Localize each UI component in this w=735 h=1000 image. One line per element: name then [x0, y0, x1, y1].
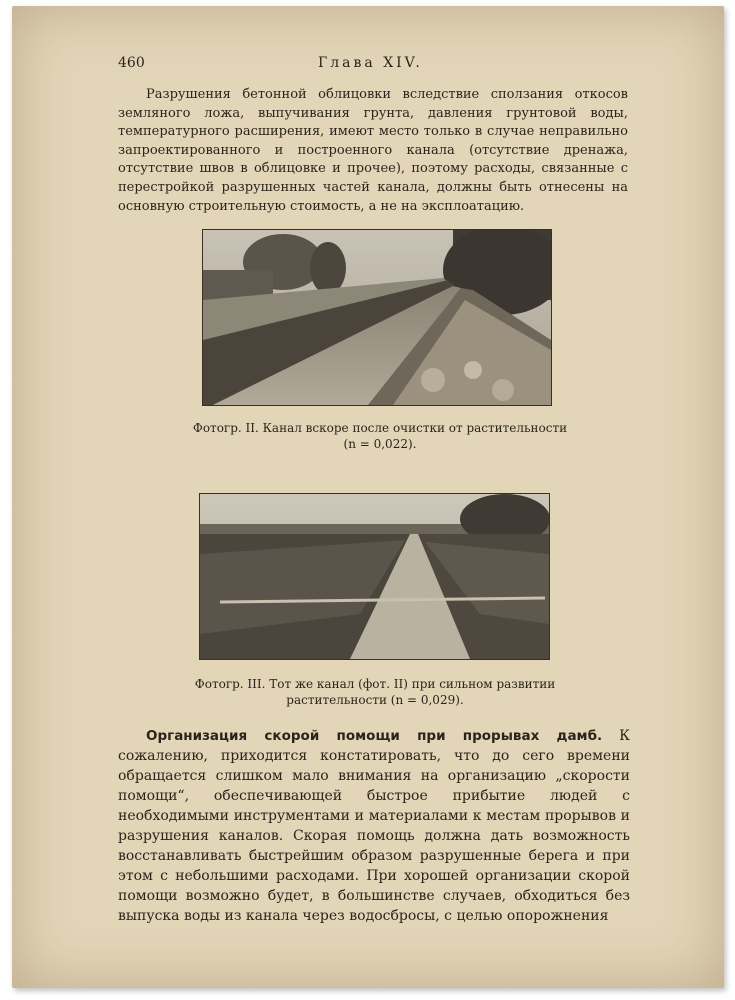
section-emergency-aid	[118, 726, 630, 926]
caption-line: растительности (n = 0,029).	[286, 693, 464, 707]
caption-line: Фотогр. III. Тот же канал (фот. II) при сильном развитии	[194, 677, 556, 691]
photo-caption-2	[180, 420, 580, 452]
caption-line: Фотогр. II. Канал вскоре после очистки от растительности	[192, 421, 568, 435]
photo-caption-3	[170, 676, 580, 708]
page-number: 460	[118, 55, 145, 71]
section-heading: Организация скорой помощи при прорывах дамб.	[146, 728, 603, 744]
section-body: К сожалению, приходится констатировать, что до сего времени обращается слишком мало внимания на организацию „скорости помощи“, обеспечивающей быстрое прибытие людей с необходимыми инструментами и материалами к местам прорывов и разрушения каналов. Скорая помощь должна дать возможность восстанавливать быстрейшим образом разрушенные берега и при этом с небольшими расходами. При хорошей организации скорой помощи возможно будет, в большинстве случаев, обходиться без выпуска воды из канала через водосбросы, с целью опорожнения	[118, 728, 631, 924]
caption-line: (n = 0,022).	[343, 437, 417, 451]
photo-canal-after-cleaning	[202, 229, 552, 406]
paragraph-text: Разрушения бетонной облицовки вследствие сползания откосов земляного ложа, выпучивания грунта, давления грунтовой воды, температурного расширения, имеют место только в случае неправильно запроектированного и построенного канала (отсутствие дренажа, отсутствие швов в облицовке и прочее), поэтому расходы, связанные с перестройкой разрушенных частей канала, должны быть отнесены на основную строительную стоимость, а не на эксплоатацию.	[118, 87, 628, 214]
section-paragraph	[118, 726, 630, 926]
chapter-title: Глава XIV.	[318, 55, 423, 71]
paragraph-concrete-lining	[118, 86, 628, 216]
photo-canal-overgrown	[199, 493, 550, 660]
page-header	[118, 55, 628, 75]
